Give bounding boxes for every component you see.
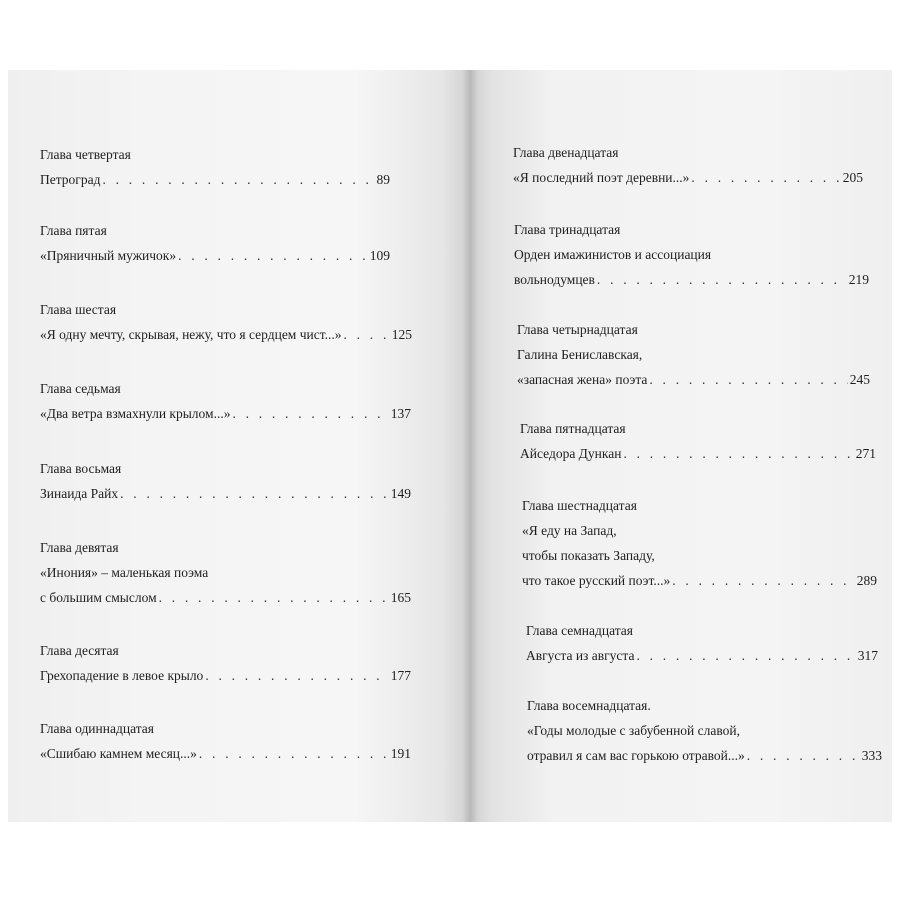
chapter-heading: Глава одиннадцатая xyxy=(40,721,154,736)
leader-dots xyxy=(344,326,390,344)
chapter-title: «Я одну мечту, скрывая, нежу, что я сердцем чист...» xyxy=(40,327,342,342)
toc-line xyxy=(517,371,870,389)
toc-line xyxy=(513,169,863,187)
toc-entry-chapter-5 xyxy=(40,222,390,265)
chapter-title: Зинаида Райх xyxy=(40,486,119,501)
chapter-title: «Инония» – маленькая поэма xyxy=(40,565,209,580)
toc-entry-chapter-8 xyxy=(40,460,411,503)
chapter-heading: Глава десятая xyxy=(40,643,119,658)
toc-line xyxy=(40,405,411,423)
page-number: 109 xyxy=(369,248,390,263)
toc-entry-chapter-11 xyxy=(40,720,411,763)
chapter-title: «Я последний поэт деревни...» xyxy=(513,170,690,185)
chapter-heading: Глава девятая xyxy=(40,540,119,555)
toc-entry-chapter-10 xyxy=(40,642,411,685)
toc-line xyxy=(522,572,877,590)
chapter-title: «Два ветра взмахнули крылом...» xyxy=(40,406,231,421)
toc-line xyxy=(40,564,411,582)
chapter-heading: Глава двенадцатая xyxy=(513,145,619,160)
chapter-title: Петроград xyxy=(40,172,101,187)
toc-line xyxy=(40,326,412,344)
page-number: 317 xyxy=(857,648,878,663)
toc-line xyxy=(40,485,411,503)
leader-dots xyxy=(205,667,388,685)
toc-line xyxy=(527,722,882,740)
chapter-heading: Глава тринадцатая xyxy=(514,222,621,237)
leader-dots xyxy=(199,745,389,763)
toc-entry-chapter-17 xyxy=(526,622,878,665)
leader-dots xyxy=(102,171,374,189)
leader-dots xyxy=(120,485,389,503)
book-gutter xyxy=(462,70,478,822)
toc-line xyxy=(40,589,411,607)
toc-line xyxy=(40,171,390,189)
page-number: 89 xyxy=(376,172,390,187)
page-number: 177 xyxy=(390,668,411,683)
chapter-heading: Глава пятнадцатая xyxy=(520,421,626,436)
toc-line xyxy=(517,346,870,364)
chapter-heading: Глава шестнадцатая xyxy=(522,498,637,513)
leader-dots xyxy=(232,405,388,423)
chapter-heading: Глава семнадцатая xyxy=(526,623,633,638)
chapter-title: Галина Бениславская, xyxy=(517,347,643,362)
chapter-heading: Глава пятая xyxy=(40,223,107,238)
page-number: 191 xyxy=(390,746,411,761)
chapter-heading: Глава восемнадцатая. xyxy=(527,698,651,713)
leader-dots xyxy=(649,371,847,389)
chapter-heading: Глава восьмая xyxy=(40,461,122,476)
page-number: 289 xyxy=(856,573,877,588)
chapter-title: Грехопадение в левое крыло xyxy=(40,668,204,683)
toc-line xyxy=(514,271,869,289)
chapter-heading: Глава четвертая xyxy=(40,147,131,162)
toc-entry-chapter-6 xyxy=(40,301,412,344)
toc-entry-chapter-16 xyxy=(522,497,877,590)
toc-entry-chapter-15 xyxy=(520,420,876,463)
chapter-title: отравил я сам вас горькою отравой...» xyxy=(527,748,745,763)
chapter-title: «Пряничный мужичок» xyxy=(40,248,177,263)
leader-dots xyxy=(672,572,855,590)
page-number: 137 xyxy=(390,406,411,421)
toc-entry-chapter-9 xyxy=(40,539,411,607)
page-number: 219 xyxy=(848,272,869,287)
page-number: 333 xyxy=(861,748,882,763)
chapter-title: «Годы молодые с забубенной славой, xyxy=(527,723,741,738)
toc-entry-chapter-14 xyxy=(517,321,870,389)
chapter-heading: Глава шестая xyxy=(40,302,117,317)
toc-entry-chapter-18 xyxy=(527,697,882,765)
leader-dots xyxy=(178,247,368,265)
chapter-heading: Глава четырнадцатая xyxy=(517,322,638,337)
toc-entry-chapter-12 xyxy=(513,144,863,187)
toc-line xyxy=(527,747,882,765)
leader-dots xyxy=(597,271,847,289)
chapter-title: что такое русский поэт...» xyxy=(522,573,671,588)
leader-dots xyxy=(691,169,840,187)
chapter-title: «запасная жена» поэта xyxy=(517,372,648,387)
toc-line xyxy=(522,547,877,565)
chapter-title: Айседора Дункан xyxy=(520,446,622,461)
page-number: 245 xyxy=(849,372,870,387)
leader-dots xyxy=(636,647,855,665)
toc-line xyxy=(526,647,878,665)
leader-dots xyxy=(747,747,860,765)
toc-entry-chapter-7 xyxy=(40,380,411,423)
toc-entry-chapter-13 xyxy=(514,221,869,289)
toc-line xyxy=(40,667,411,685)
leader-dots xyxy=(623,445,853,463)
chapter-title: «Сшибаю камнем месяц...» xyxy=(40,746,197,761)
page-number: 149 xyxy=(390,486,411,501)
toc-line xyxy=(40,247,390,265)
chapter-title: чтобы показать Западу, xyxy=(522,548,655,563)
toc-line xyxy=(522,522,877,540)
chapter-title: Августа из августа xyxy=(526,648,635,663)
chapter-title: вольнодумцев xyxy=(514,272,595,287)
page-number: 125 xyxy=(391,327,412,342)
chapter-title: «Я еду на Запад, xyxy=(522,523,617,538)
chapter-title: с большим смыслом xyxy=(40,590,157,605)
toc-line xyxy=(40,745,411,763)
toc-entry-chapter-4 xyxy=(40,146,390,189)
chapter-title: Орден имажинистов и ассоциация xyxy=(514,247,712,262)
toc-line xyxy=(520,445,876,463)
toc-line xyxy=(514,246,869,264)
leader-dots xyxy=(159,589,389,607)
chapter-heading: Глава седьмая xyxy=(40,381,121,396)
page-number: 271 xyxy=(855,446,876,461)
page-number: 165 xyxy=(390,590,411,605)
page-number: 205 xyxy=(842,170,863,185)
